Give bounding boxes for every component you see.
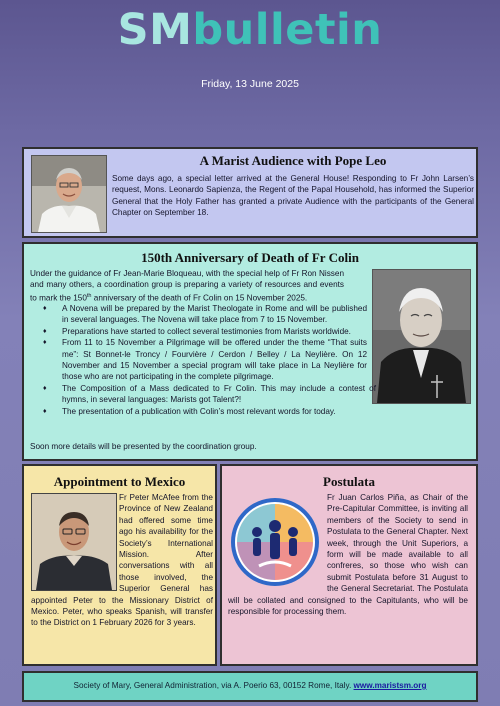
- article-title: Postulata: [323, 474, 375, 489]
- diamond-bullet-icon: ♦: [43, 384, 47, 392]
- article-colin-anniversary: [22, 242, 478, 461]
- article-body: Fr Juan Carlos Piña, as Chair of the Pre-Capitular Committee, is inviting all members of the Society to send in Postulata to the General Chapter. Next week, through the Unit Superiors, a form will be made available to all confreres, so those who wish can submit Postulata before 31 August to the General Secretariat. The Postulata will be collated and consigned to the Capitulants, who will be responsible for processing them.: [228, 493, 468, 617]
- diamond-bullet-icon: ♦: [43, 305, 47, 312]
- sm-bulletin-logo: SMbulletin: [117, 5, 383, 55]
- footer-address: Society of Mary, General Administration, via A. Poerio 63, 00152 Rome, Italy. www.maristsm.org: [73, 681, 427, 690]
- article-pope-audience: [22, 147, 478, 238]
- article-mexico-appointment: [22, 464, 217, 666]
- event-list: [30, 303, 467, 417]
- list-item: ♦ From 11 to 15 November a Pilgrimage will be offered under the theme “That suits me”: St Bonnet-le Troncy / Fourvière / Cerdon / Belley / La Neylière. On 12 November and 15 November a special program will take place in La Neylière for those who are not participating in the complete pilgrimage.: [43, 338, 367, 382]
- list-item: ♦ Preparations have started to collect several testimonies from Marists worldwide.: [43, 326, 351, 336]
- article-title: 150th Anniversary of Death of Fr Colin: [141, 250, 359, 265]
- article-intro: Under the guidance of Fr Jean-Marie Bloqueau, with the special help of Fr Ron Nissen and many others, a coordination group is preparing a variety of resources and events to mark the 150th anniversary of the death of Fr Colin on 15 November 2025.: [30, 269, 344, 303]
- list-item: ♦ The Composition of a Mass dedicated to Fr Colin. This may include a contest of hymns, in several languages: Marists got Talent?!: [43, 383, 376, 405]
- footer-bar: [22, 671, 478, 702]
- list-item: ♦ A Novena will be prepared by the Marist Theologate in Rome and will be published in several languages. The Novena will take place from 7 to 15 November.: [43, 304, 367, 325]
- article-postulata: [220, 464, 478, 666]
- diamond-bullet-icon: ♦: [43, 407, 47, 415]
- article-body: Some days ago, a special letter arrived at the General House! Responding to Fr John Larsen’s request, Mons. Leonardo Sapienza, the Regent of the Papal Household, has informed the Superior General that the Holy Father has granted a private Audience with the participants of the General Chapter on September 18.: [112, 174, 474, 218]
- diamond-bullet-icon: ♦: [43, 339, 47, 347]
- article-outro: Soon more details will be presented by the coordination group.: [30, 442, 257, 451]
- website-link[interactable]: www.maristsm.org: [353, 681, 427, 690]
- issue-date: Friday, 13 June 2025: [201, 78, 299, 90]
- article-title: Appointment to Mexico: [53, 474, 186, 489]
- article-title: A Marist Audience with Pope Leo: [199, 153, 387, 168]
- diamond-bullet-icon: ♦: [43, 327, 47, 335]
- list-item: ♦ The presentation of a publication with Colin’s most relevant words for today.: [43, 406, 336, 416]
- masthead: [0, 6, 500, 54]
- article-body: Fr Peter McAfee from the Province of New Zealand had offered some time ago his availability for the Society’s International Mission. After conversations with all those involved, the Superior General has appointed Peter to the Missionary District of Mexico. Peter, who speaks Spanish, will transfer to the District on 1 February 2026 for 3 years.: [31, 493, 213, 628]
- pope-leo-photo: [31, 155, 107, 233]
